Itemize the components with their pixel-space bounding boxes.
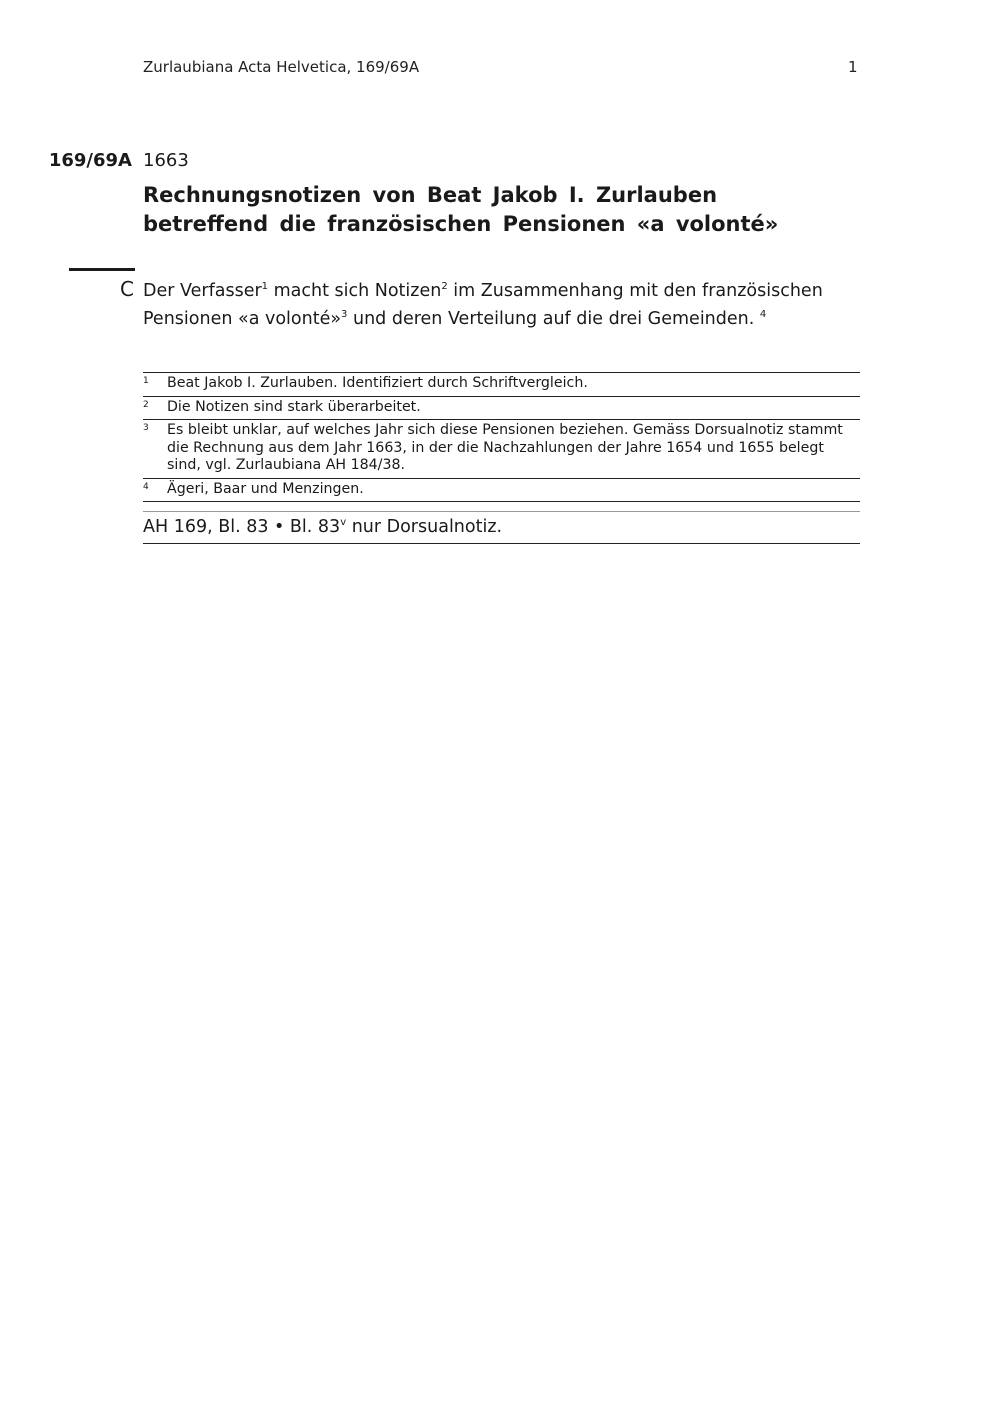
document-title: Rechnungsnotizen von Beat Jakob I. Zurlauben betreffend die französischen Pensionen «a volonté» — [143, 183, 779, 236]
footnote-ref-1[interactable]: 1 — [261, 281, 269, 293]
summary-text: und deren Verteilung auf die drei Gemeinden. — [347, 309, 755, 329]
section-rule — [69, 268, 135, 271]
footnote-item — [143, 479, 860, 503]
footnote-ref-4[interactable]: 4 — [759, 309, 767, 321]
document-number: 169/69A — [48, 150, 132, 171]
footnote-marker: 1 — [143, 376, 149, 386]
footnote-item — [143, 397, 860, 421]
running-head: Zurlaubiana Acta Helvetica, 169/69A — [143, 58, 420, 76]
source-superscript: v — [340, 517, 347, 529]
copy-type-marker: C — [120, 277, 134, 301]
summary-text: im Zusammenhang mit den französischen Pensionen «a volonté» — [143, 281, 823, 329]
footnote-ref-2[interactable]: 2 — [441, 281, 448, 293]
footnote-item — [143, 373, 860, 397]
summary-text: macht sich Notizen — [268, 281, 442, 301]
footnote-text: Ägeri, Baar und Menzingen. — [167, 480, 364, 497]
footnote-ref-3[interactable]: 3 — [341, 309, 348, 321]
summary-text: Der Verfasser — [143, 281, 262, 301]
document-summary — [143, 277, 855, 333]
footnote-marker: 4 — [143, 481, 149, 492]
source-text: AH 169, Bl. 83 • Bl. 83 — [143, 517, 341, 537]
footnote-text: Beat Jakob I. Zurlauben. Identifiziert durch Schriftvergleich. — [167, 375, 588, 391]
footnotes-list — [143, 372, 860, 502]
source-note: nur Dorsualnotiz. — [346, 517, 503, 537]
document-date: 1663 — [143, 150, 189, 171]
footnote-marker: 2 — [143, 399, 149, 410]
footnote-text: Die Notizen sind stark überarbeitet. — [167, 398, 421, 415]
source-reference — [143, 511, 860, 544]
footnote-marker: 3 — [143, 423, 149, 433]
footnote-item — [143, 420, 860, 479]
footnote-text: Es bleibt unklar, auf welches Jahr sich diese Pensionen beziehen. Gemäss Dorsualnotiz stammt die Rechnung aus dem Jahr 1663, in der die Nachzahlungen der Jahre 1654 und 1655 belegt sind, vgl. Zurlaubiana AH 184/38. — [167, 422, 843, 473]
page-number: 1 — [848, 58, 858, 76]
